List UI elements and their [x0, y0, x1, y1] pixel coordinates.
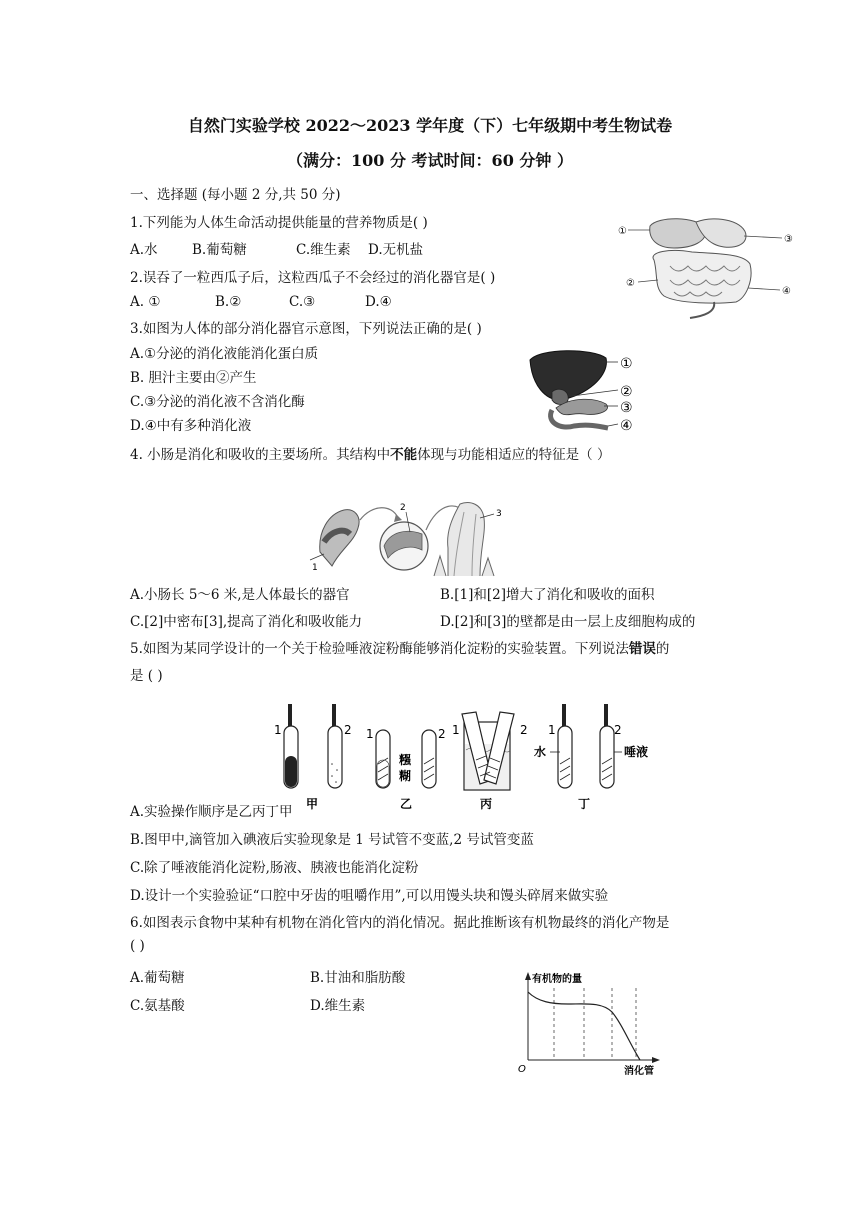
jia-tube-1-label: 1 [274, 723, 282, 737]
question-4-stem [130, 443, 610, 463]
liver-pancreas-figure [526, 346, 654, 438]
page-subtitle: （满分：100 分 考试时间：60 分钟 ） [287, 151, 573, 170]
q1-option-c: C.维生素 [296, 242, 351, 258]
ding-tube-2-label: 2 [614, 723, 622, 737]
fig2-label-2: ② [620, 384, 633, 400]
q6-option-b: B.甘油和脂肪酸 [310, 970, 406, 986]
q1-option-d: D.无机盐 [368, 242, 424, 258]
jia-tube-2-label: 2 [344, 723, 352, 737]
q4-option-c: C.[2]中密布[3],提高了消化和吸收能力 [130, 614, 363, 630]
q6-option-c: C.氨基酸 [130, 998, 185, 1014]
setup-yi [366, 727, 446, 811]
experiment-figure [268, 700, 649, 812]
q5-stem-emphasis: 错误 [628, 641, 656, 657]
q5-option-d: D.设计一个实验验证“口腔中牙齿的咀嚼作用”,可以用馒头块和馒头碎屑来做实验 [130, 888, 609, 904]
question-5-stem [130, 637, 669, 657]
q4-option-b: B.[1]和[2]增大了消化和吸收的面积 [440, 587, 655, 603]
fig3-label-2: 2 [400, 503, 406, 513]
q4-stem-part1: 4. 小肠是消化和吸收的主要场所。其结构中 [130, 447, 391, 463]
digestion-curve-figure [508, 968, 668, 1080]
fig1-label-2: ② [626, 278, 635, 289]
q5-option-a: A.实验操作顺序是乙丙丁甲 [130, 804, 293, 820]
fig3-label-1: 1 [312, 563, 318, 573]
q2-option-d: D.④ [365, 294, 392, 310]
question-5-stem-line2: 是 ( ) [130, 668, 163, 684]
question-2-stem: 2.误吞了一粒西瓜子后，这粒西瓜子不会经过的消化器官是( ) [130, 270, 496, 286]
q5-option-b: B.图甲中,滴管加入碘液后实验现象是 1 号试管不变蓝,2 号试管变蓝 [130, 832, 534, 848]
question-6-stem: 6.如图表示食物中某种有机物在消化管内的消化情况。据此推断该有机物最终的消化产物是 [130, 915, 670, 931]
q3-option-c: C.③分泌的消化液不含消化酶 [130, 394, 305, 410]
fig2-label-1: ① [620, 356, 633, 372]
ding-tube-1-label: 1 [548, 723, 556, 737]
yi-tube-2-label: 2 [438, 727, 446, 741]
chart-xlabel: 消化管 [624, 1066, 654, 1077]
fig1-label-3: ③ [784, 234, 793, 245]
setup-bing [452, 712, 528, 811]
label-hu-2: 糊 [399, 769, 412, 783]
q2-option-c: C.③ [289, 294, 316, 310]
label-yi: 乙 [400, 797, 413, 811]
q5-option-c: C.除了唾液能消化淀粉,肠液、胰液也能消化淀粉 [130, 860, 419, 876]
setup-jia [274, 704, 352, 811]
label-water: 水 [534, 745, 547, 759]
bing-tube-2-label: 2 [520, 723, 528, 737]
fig2-label-4: ④ [620, 418, 633, 434]
label-bing: 丙 [480, 797, 493, 811]
digestive-system-figure [618, 208, 800, 326]
q4-option-d: D.[2]和[3]的壁都是由一层上皮细胞构成的 [440, 614, 696, 630]
q4-stem-part2: 体现与功能相适应的特征是（ ） [417, 447, 611, 463]
q3-option-b: B. 胆汁主要由②产生 [130, 370, 257, 386]
q2-option-a: A. ① [130, 294, 161, 310]
chart-origin: O [518, 1064, 526, 1075]
question-1-stem: 1.下列能为人体生命活动提供能量的营养物质是( ) [130, 215, 428, 231]
chart-ylabel: 有机物的量 [532, 974, 582, 985]
label-ding: 丁 [578, 797, 591, 811]
section-heading: 一、选择题 (每小题 2 分,共 50 分) [130, 187, 341, 203]
question-6-stem-line2: ( ) [130, 938, 145, 954]
q3-option-a: A.①分泌的消化液能消化蛋白质 [130, 346, 319, 362]
page-title: 自然门实验学校 2022～2023 学年度（下）七年级期中考生物试卷 [187, 116, 673, 135]
fig1-label-4: ④ [782, 286, 791, 297]
fig2-label-3: ③ [620, 400, 633, 416]
q1-option-a: A.水 [130, 242, 158, 258]
question-3-stem: 3.如图为人体的部分消化器官示意图，下列说法正确的是( ) [130, 321, 482, 337]
setup-ding [534, 704, 648, 811]
yi-tube-1-label: 1 [366, 727, 374, 741]
q1-option-b: B.葡萄糖 [192, 242, 247, 258]
q6-option-a: A.葡萄糖 [130, 970, 185, 986]
label-hu-1: 糨 [399, 753, 412, 767]
q5-stem-part1: 5.如图为某同学设计的一个关于检验唾液淀粉酶能够消化淀粉的实验装置。下列说法 [130, 641, 629, 657]
bing-tube-1-label: 1 [452, 723, 460, 737]
q4-stem-emphasis: 不能 [390, 447, 418, 463]
q6-option-d: D.维生素 [310, 998, 366, 1014]
fig3-label-3: 3 [496, 509, 502, 519]
fig1-label-1: ① [618, 226, 627, 237]
label-saliva: 唾液 [624, 745, 649, 759]
q3-option-d: D.④中有多种消化液 [130, 418, 252, 434]
q2-option-b: B.② [215, 294, 242, 310]
label-jia: 甲 [306, 797, 319, 811]
q4-option-a: A.小肠长 5～6 米,是人体最长的器官 [130, 587, 350, 603]
q5-stem-part2: 的 [655, 641, 670, 657]
small-intestine-figure [310, 492, 520, 578]
